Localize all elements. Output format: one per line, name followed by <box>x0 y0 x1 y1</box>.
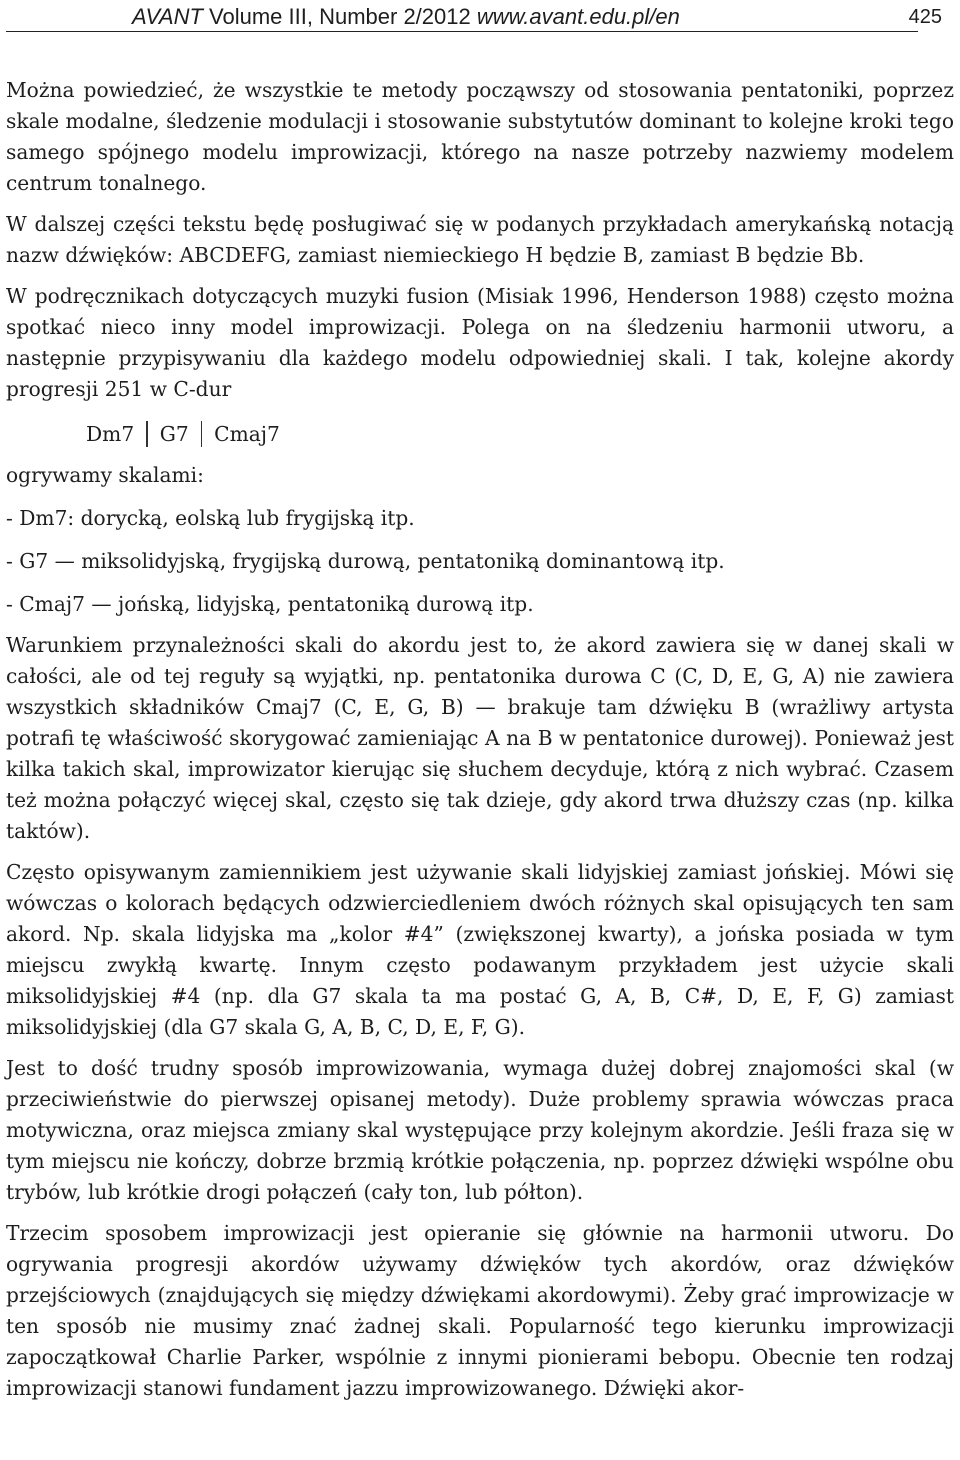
chord: Dm7 <box>86 422 135 446</box>
page-header <box>0 0 960 40</box>
bar-line <box>201 421 203 447</box>
page-number: 425 <box>908 6 942 28</box>
paragraph-scales-intro: ogrywamy skalami: <box>6 463 204 487</box>
paragraph-notation: W dalszej części tekstu będę posługiwać się w podanych przykładach amerykańską notacją nazw dźwięków: ABCDEFG, zamiast niemieckiego H będzie B, zamiast B będzie Bb. <box>6 212 954 267</box>
bar-line <box>146 421 148 447</box>
paragraph-scale-membership: Warunkiem przynależności skali do akordu jest to, że akord zawiera się w danej skali w całości, ale od tej reguły są wyjątki, np. pentatonika durowa C (C, D, E, G, A) nie zawiera wszystkich składników Cmaj7 (C, E, G, B) — brakuje tam dźwięku B (wrażliwy artysta potrafi tę właściwość skorygować zamieniając A na B w pentatonice durowej). Ponieważ jest kilka takich skal, improwizator kierując się słuchem decyduje, którą z nich wybrać. Czasem też można połączyć więcej skal, często się tak dzieje, gdy akord trwa dłuższy czas (np. kilka taktów). <box>6 633 954 843</box>
list-item: - Cmaj7 — jońską, lidyjską, pentatoniką durową itp. <box>6 592 534 616</box>
chord: G7 <box>159 422 189 446</box>
journal-url[interactable]: www.avant.edu.pl/en <box>476 4 680 29</box>
journal-volume: Volume III, Number 2/2012 <box>202 4 477 29</box>
paragraph-tonal-center: Można powiedzieć, że wszystkie te metody począwszy od stosowania pentatoniki, poprzez skale modalne, śledzenie modulacji i stosowanie substytutów dominant to kolejne kroki tego samego spójnego modelu improwizacji, którego na nasze potrzeby nazwiemy modelem centrum tonalnego. <box>6 78 954 195</box>
paragraph-lydian: Często opisywanym zamiennikiem jest używanie skali lidyjskiej zamiast jońskiej. Mówi się wówczas o kolorach będących odzwierciedleniem dwóch różnych skal opisujących ten sam akord. Np. skala lidyjska ma „kolor #4” (zwiększonej kwarty), a jońska posiada w tym miejscu zwykłą kwartę. Innym często podawanym przykładem jest użycie skali miksolidyjskiej #4 (np. dla G7 skala ta ma postać G, A, B, C#, D, E, F, G) zamiast miksolidyjskiej (dla G7 skala G, A, B, C, D, E, F, G). <box>6 860 954 1039</box>
list-item: - G7 — miksolidyjską, frygijską durową, pentatoniką dominantową itp. <box>6 549 725 573</box>
paragraph-harmony-method: Trzecim sposobem improwizacji jest opieranie się głównie na harmonii utworu. Do ogrywania progresji akordów używamy dźwięków tych akordów, oraz dźwięków przejściowych (znajdujących się między dźwiękami akordowymi). Żeby grać improwizacje w ten sposób nie musimy znać żadnej skali. Popularność tego kierunku improwizacji zapoczątkował Charlie Parker, wspólnie z innymi pionierami bebopu. Obecnie ten rodzaj improwizacji stanowi fundament jazzu improwizowanego. Dźwięki akor- <box>6 1221 954 1400</box>
journal-name: AVANT <box>132 4 203 29</box>
paragraph-fusion-model: W podręcznikach dotyczących muzyki fusion (Misiak 1996, Henderson 1988) często można spotkać nieco inny model improwizacji. Polega on na śledzeniu harmonii utworu, a następnie przypisywaniu dla każdego modelu odpowiedniej skali. I tak, kolejne akordy progresji 251 w C-dur <box>6 284 954 401</box>
list-item: - Dm7: dorycką, eolską lub frygijską itp. <box>6 506 415 530</box>
paragraph-difficulty: Jest to dość trudny sposób improwizowania, wymaga dużej dobrej znajomości skal (w przeciwieństwie do pierwszej opisanej metody). Duże problemy sprawia wówczas praca motywiczna, oraz miejsca zmiany skal występujące przy kolejnym akordzie. Jeśli fraza się w tym miejscu nie kończy, dobrze brzmią krótkie połączenia, np. poprzez dźwięki wspólne obu trybów, lub krótkie drogi połączeń (cały ton, lub półton). <box>6 1056 954 1204</box>
chord: Cmaj7 <box>214 422 280 446</box>
header-rule <box>6 31 918 32</box>
chord-progression <box>6 419 954 450</box>
running-header <box>132 4 680 30</box>
article-body <box>6 75 954 1404</box>
